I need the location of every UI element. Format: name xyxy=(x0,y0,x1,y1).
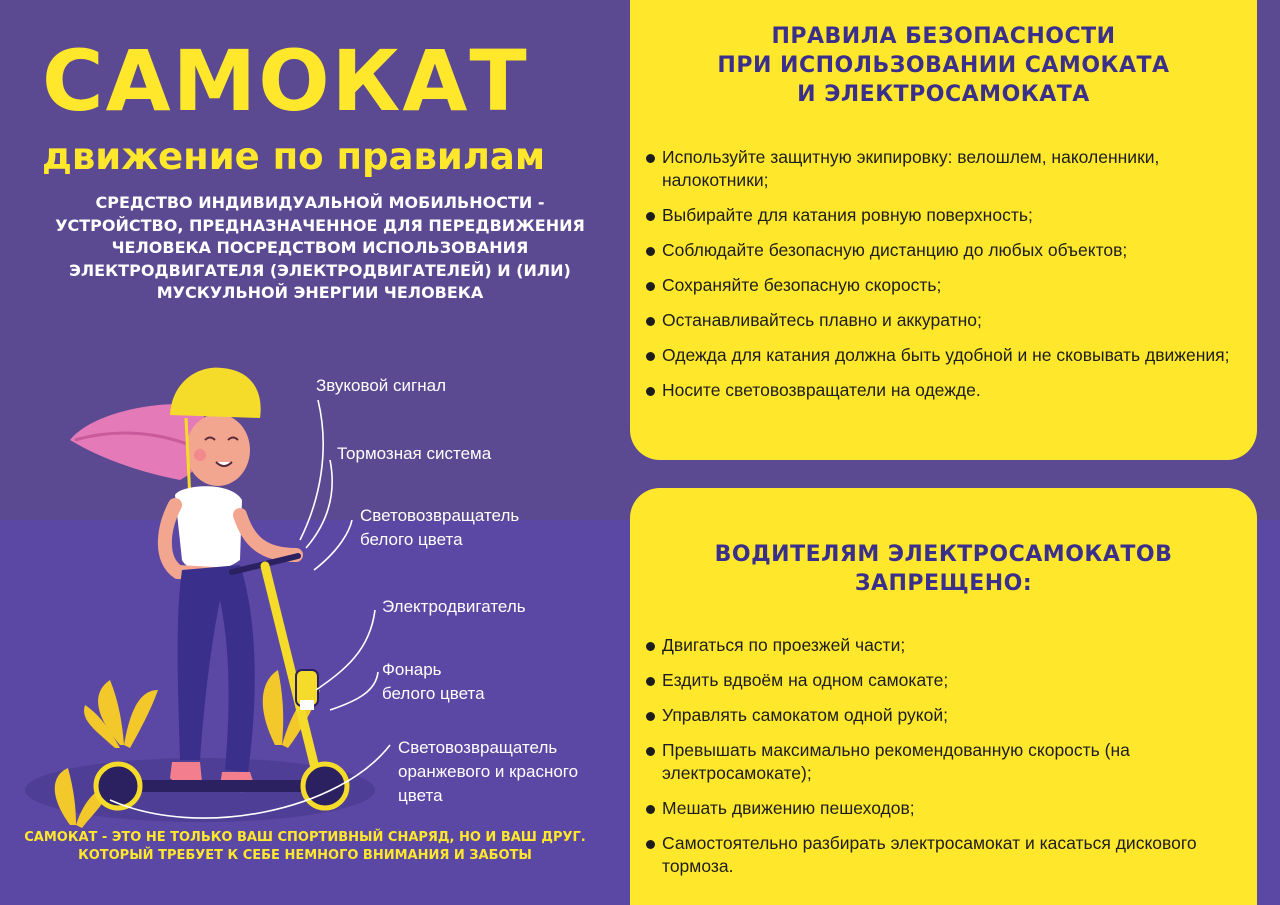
forbidden-heading-line-1: ВОДИТЕЛЯМ ЭЛЕКТРОСАМОКАТОВ xyxy=(714,542,1173,567)
forbidden-rule-item xyxy=(646,797,1236,820)
forbidden-rule-item-text: Превышать максимально рекомендованную скорость (на электросамокате); xyxy=(662,740,1130,783)
label-horn: Звуковой сигнал xyxy=(316,376,446,395)
safety-rule-item-text: Одежда для катания должна быть удобной и не сковывать движения; xyxy=(662,345,1230,365)
safety-rule-item-text: Используйте защитную экипировку: велошлем, наколенники, налокотники; xyxy=(662,147,1160,190)
bullet-icon xyxy=(646,212,655,221)
forbidden-rule-item xyxy=(646,669,1236,692)
poster-subtitle: движение по правилам xyxy=(42,135,546,178)
safety-heading-line-1: ПРАВИЛА БЕЗОПАСНОСТИ xyxy=(771,24,1116,49)
safety-rule-item xyxy=(646,309,1236,332)
bullet-icon xyxy=(646,154,655,163)
bullet-icon xyxy=(646,840,655,849)
forbidden-rule-item xyxy=(646,634,1236,657)
safety-rules-list xyxy=(646,146,1236,414)
label-orange-reflector-line-1: Световозвращатель xyxy=(398,738,558,757)
bullet-icon xyxy=(646,282,655,291)
safety-heading-line-2: ПРИ ИСПОЛЬЗОВАНИИ САМОКАТА xyxy=(717,53,1170,78)
label-lamp-line-2: белого цвета xyxy=(382,684,485,703)
safety-rule-item xyxy=(646,146,1236,192)
forbidden-rule-item xyxy=(646,704,1236,727)
forbidden-rule-item xyxy=(646,739,1236,785)
label-lamp xyxy=(382,658,485,706)
label-motor: Электродвигатель xyxy=(382,597,526,616)
forbidden-rule-item-text: Самостоятельно разбирать электросамокат и касаться дискового тормоза. xyxy=(662,833,1197,876)
safety-heading xyxy=(630,22,1257,109)
forbidden-rule-item-text: Мешать движению пешеходов; xyxy=(662,798,915,818)
forbidden-heading-line-2: ЗАПРЕЩЕНО: xyxy=(854,571,1033,596)
safety-heading-line-3: И ЭЛЕКТРОСАМОКАТА xyxy=(797,82,1090,107)
label-orange-reflector xyxy=(398,736,578,808)
safety-rules-panel xyxy=(630,0,1257,460)
bullet-icon xyxy=(646,642,655,651)
safety-rule-item-text: Останавливайтесь плавно и аккуратно; xyxy=(662,310,982,330)
plant-left xyxy=(84,680,158,748)
bullet-icon xyxy=(646,805,655,814)
forbidden-rules-list xyxy=(646,634,1236,890)
bullet-icon xyxy=(646,247,655,256)
bullet-icon xyxy=(646,712,655,721)
forbidden-rule-item xyxy=(646,832,1236,878)
bullet-icon xyxy=(646,352,655,361)
definition-text: СРЕДСТВО ИНДИВИДУАЛЬНОЙ МОБИЛЬНОСТИ - УСТРОЙСТВО, ПРЕДНАЗНАЧЕННОЕ ДЛЯ ПЕРЕДВИЖЕНИЯ ЧЕЛОВЕКА ПОСРЕДСТВОМ ИСПОЛЬЗОВАНИЯ ЭЛЕКТРОДВИГАТЕЛЯ (ЭЛЕКТРОДВИГАТЕЛЕЙ) И (ИЛИ) МУСКУЛЬНОЙ ЭНЕРГИИ ЧЕЛОВЕКА xyxy=(55,193,585,302)
bullet-icon xyxy=(646,747,655,756)
label-white-reflector xyxy=(360,504,519,552)
poster-title: САМОКАТ xyxy=(42,32,529,130)
bullet-icon xyxy=(646,387,655,396)
bullet-icon xyxy=(646,677,655,686)
forbidden-rule-item-text: Двигаться по проезжей части; xyxy=(662,635,906,655)
forbidden-rule-item-text: Управлять самокатом одной рукой; xyxy=(662,705,949,725)
forbidden-panel xyxy=(630,488,1257,905)
label-lamp-line-1: Фонарь xyxy=(382,660,442,679)
safety-rule-item-text: Носите световозвращатели на одежде. xyxy=(662,380,981,400)
bullet-icon xyxy=(646,317,655,326)
safety-rule-item xyxy=(646,204,1236,227)
footer-note: САМОКАТ - ЭТО НЕ ТОЛЬКО ВАШ СПОРТИВНЫЙ СНАРЯД, НО И ВАШ ДРУГ. КОТОРЫЙ ТРЕБУЕТ К СЕБЕ НЕМНОГО ВНИМАНИЯ И ЗАБОТЫ xyxy=(24,830,586,863)
forbidden-heading xyxy=(630,540,1257,598)
safety-rule-item-text: Выбирайте для катания ровную поверхность; xyxy=(662,205,1033,225)
safety-rule-item-text: Сохраняйте безопасную скорость; xyxy=(662,275,942,295)
label-orange-reflector-line-2: оранжевого и красного xyxy=(398,762,579,781)
safety-rule-item xyxy=(646,239,1236,262)
safety-rule-item xyxy=(646,274,1236,297)
forbidden-rule-item-text: Ездить вдвоём на одном самокате; xyxy=(662,670,949,690)
safety-rule-item xyxy=(646,344,1236,367)
safety-rule-item xyxy=(646,379,1236,402)
label-white-reflector-line-1: Световозвращатель xyxy=(360,506,520,525)
label-orange-reflector-line-3: цвета xyxy=(398,786,443,805)
safety-rule-item-text: Соблюдайте безопасную дистанцию до любых объектов; xyxy=(662,240,1128,260)
label-white-reflector-line-2: белого цвета xyxy=(360,530,463,549)
label-brakes: Тормозная система xyxy=(337,444,492,463)
